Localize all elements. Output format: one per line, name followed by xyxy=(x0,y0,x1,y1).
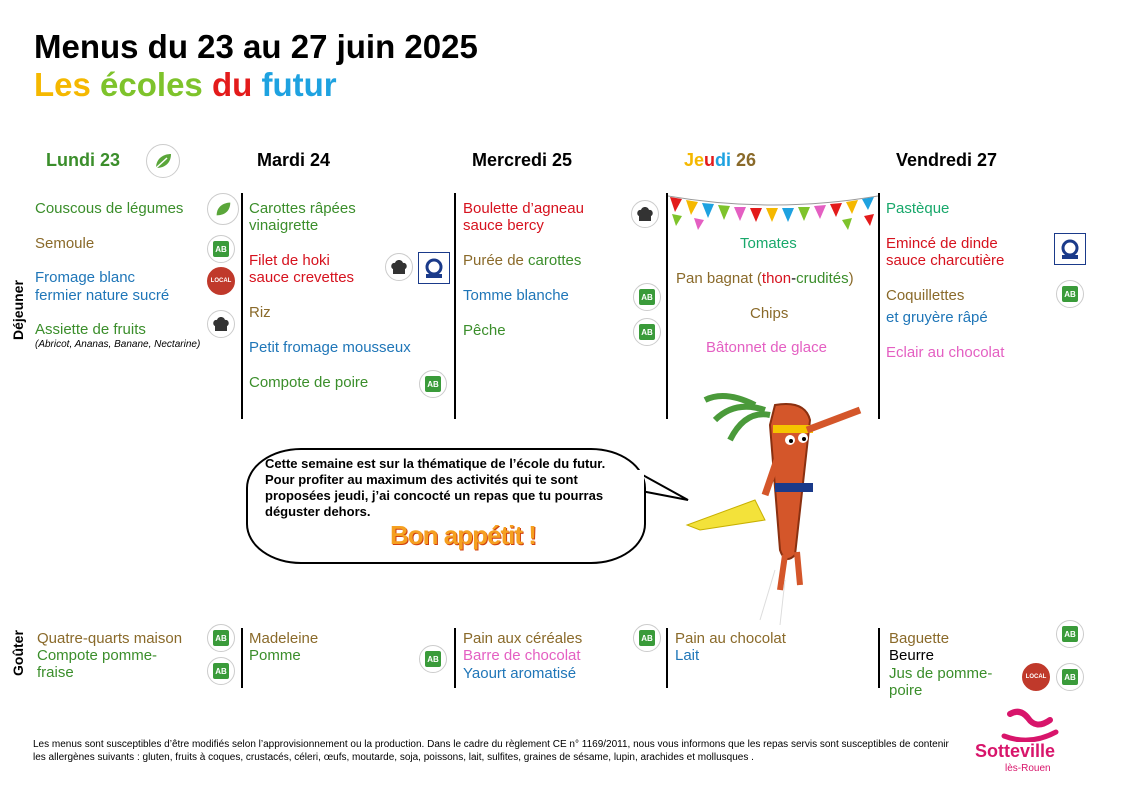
day-header-part: di xyxy=(715,150,732,170)
snack-item: Beurre xyxy=(889,647,935,664)
snack-item: Baguette xyxy=(889,630,950,647)
menu-item: et gruyère râpé xyxy=(886,309,988,326)
organic-ab-icon: AB xyxy=(207,235,235,263)
snack-item: Pain aux céréales xyxy=(463,630,583,647)
menu-item: Bâtonnet de glace xyxy=(706,339,827,356)
snack-item: Barre de chocolat xyxy=(463,647,581,664)
quality-label-icon xyxy=(1054,233,1086,265)
menu-item: Boulette d’agneau xyxy=(463,200,584,217)
menu-item: Couscous de légumes xyxy=(35,200,184,217)
menu-item: Purée de carottes xyxy=(463,252,582,269)
menu-item: sauce charcutière xyxy=(886,252,1005,269)
snack-item: Jus de pomme- xyxy=(889,665,993,682)
chef-hat-icon xyxy=(207,310,235,338)
day-header-mardi: Mardi 24 xyxy=(257,150,331,170)
section-label-gouter: Goûter xyxy=(10,630,26,676)
chef-hat-icon xyxy=(385,253,413,281)
sotteville-logo-icon xyxy=(1000,706,1060,742)
organic-ab-icon: AB xyxy=(633,318,661,346)
subtitle-word: écoles xyxy=(100,66,203,103)
snack-item: Pain au chocolat xyxy=(675,630,786,647)
snack-item: Yaourt aromatisé xyxy=(463,665,577,682)
day-header-part: Je xyxy=(684,150,705,170)
menu-item: Chips xyxy=(750,305,789,322)
menu-item: Petit fromage mousseux xyxy=(249,339,411,356)
menu-item: Riz xyxy=(249,304,271,321)
menu-item: Coquillettes xyxy=(886,287,965,304)
snack-item: poire xyxy=(889,682,923,699)
menu-item: Tomates xyxy=(740,235,797,252)
snack-item: fraise xyxy=(37,664,74,681)
bunting-decoration xyxy=(668,192,878,234)
column-divider xyxy=(241,193,243,419)
vegetarian-leaf-icon xyxy=(207,193,239,225)
carrot-superhero-icon xyxy=(685,380,875,630)
menu-item: Assiette de fruits xyxy=(35,321,146,338)
menu-item: Pastèque xyxy=(886,200,950,217)
menu-item: Filet de hoki xyxy=(249,252,330,269)
menu-item-note: (Abricot, Ananas, Banane, Nectarine) xyxy=(35,339,201,350)
footer-disclaimer: Les menus sont susceptibles d’être modifiés selon l’approvisionnement ou la production. Dans le cadre du règlement CE n° 1169/2011, nous vous informons que les repas servis sont susceptibles de contenir les allergènes suivants : gluten, fruits à coques, crustacés, céleri, œufs, moutarde, soja, poissons, lait, sulfites, graines de sésame, lupin, arachides et mollusques . xyxy=(33,739,949,763)
page-subtitle xyxy=(34,66,337,104)
day-header-lundi: Lundi 23 xyxy=(46,150,121,170)
menu-item: vinaigrette xyxy=(249,217,319,234)
organic-ab-icon: AB xyxy=(1056,663,1084,691)
snack-item: Compote pomme- xyxy=(37,647,158,664)
chef-hat-icon xyxy=(631,200,659,228)
quality-label-icon xyxy=(418,252,450,284)
menu-item: Fromage blanc xyxy=(35,269,136,286)
menu-item: Pan bagnat (thon-crudités) xyxy=(676,270,854,287)
column-divider xyxy=(878,193,880,419)
organic-ab-icon: AB xyxy=(419,645,447,673)
column-divider xyxy=(454,628,456,688)
organic-ab-icon: AB xyxy=(207,657,235,685)
column-divider xyxy=(241,628,243,688)
subtitle-word: du xyxy=(211,66,253,103)
snack-item: Lait xyxy=(675,647,700,664)
snack-item: Pomme xyxy=(249,647,301,664)
logo-name: Sotteville xyxy=(975,741,1056,761)
day-header-part: u xyxy=(704,150,716,170)
bon-appetit-text: Bon appétit ! xyxy=(390,520,536,550)
day-header-mercredi: Mercredi 25 xyxy=(472,150,573,170)
vegetarian-leaf-icon xyxy=(146,144,180,178)
column-divider xyxy=(878,628,880,688)
organic-ab-icon: AB xyxy=(1056,280,1084,308)
menu-item: fermier nature sucré xyxy=(35,287,170,304)
day-header-part: 26 xyxy=(731,150,757,170)
menu-item: Semoule xyxy=(35,235,95,252)
subtitle-word: futur xyxy=(261,66,337,103)
day-header-jeudi xyxy=(684,150,756,171)
menu-item: sauce bercy xyxy=(463,217,544,234)
local-product-icon: LOCAL xyxy=(1022,663,1050,691)
local-product-icon: LOCAL xyxy=(207,267,235,295)
organic-ab-icon: AB xyxy=(1056,620,1084,648)
day-header-vendredi: Vendredi 27 xyxy=(896,150,998,170)
menu-item: sauce crevettes xyxy=(249,269,355,286)
section-label-dejeuner: Déjeuner xyxy=(10,280,26,340)
column-divider xyxy=(666,628,668,688)
organic-ab-icon: AB xyxy=(207,624,235,652)
column-divider xyxy=(454,193,456,419)
organic-ab-icon: AB xyxy=(419,370,447,398)
logo-subtitle: lès-Rouen xyxy=(1005,763,1051,774)
snack-item: Quatre-quarts maison xyxy=(37,630,183,647)
snack-item: Madeleine xyxy=(249,630,319,647)
menu-item: Emincé de dinde xyxy=(886,235,998,252)
menu-item: Carottes râpées xyxy=(249,200,356,217)
menu-item: Pêche xyxy=(463,322,506,339)
menu-item: Compote de poire xyxy=(249,374,369,391)
organic-ab-icon: AB xyxy=(633,283,661,311)
menu-item: Eclair au chocolat xyxy=(886,344,1005,361)
page-title: Menus du 23 au 27 juin 2025 xyxy=(34,28,478,65)
organic-ab-icon: AB xyxy=(633,624,661,652)
bubble-text: Cette semaine est sur la thématique de l’école du futur. Pour profiter au maximum des activités qui te sont proposées jeudi, j’ai concocté un repas que tu pourras déguster dehors. xyxy=(265,456,606,519)
subtitle-word: Les xyxy=(34,66,91,103)
menu-item: Tomme blanche xyxy=(463,287,569,304)
